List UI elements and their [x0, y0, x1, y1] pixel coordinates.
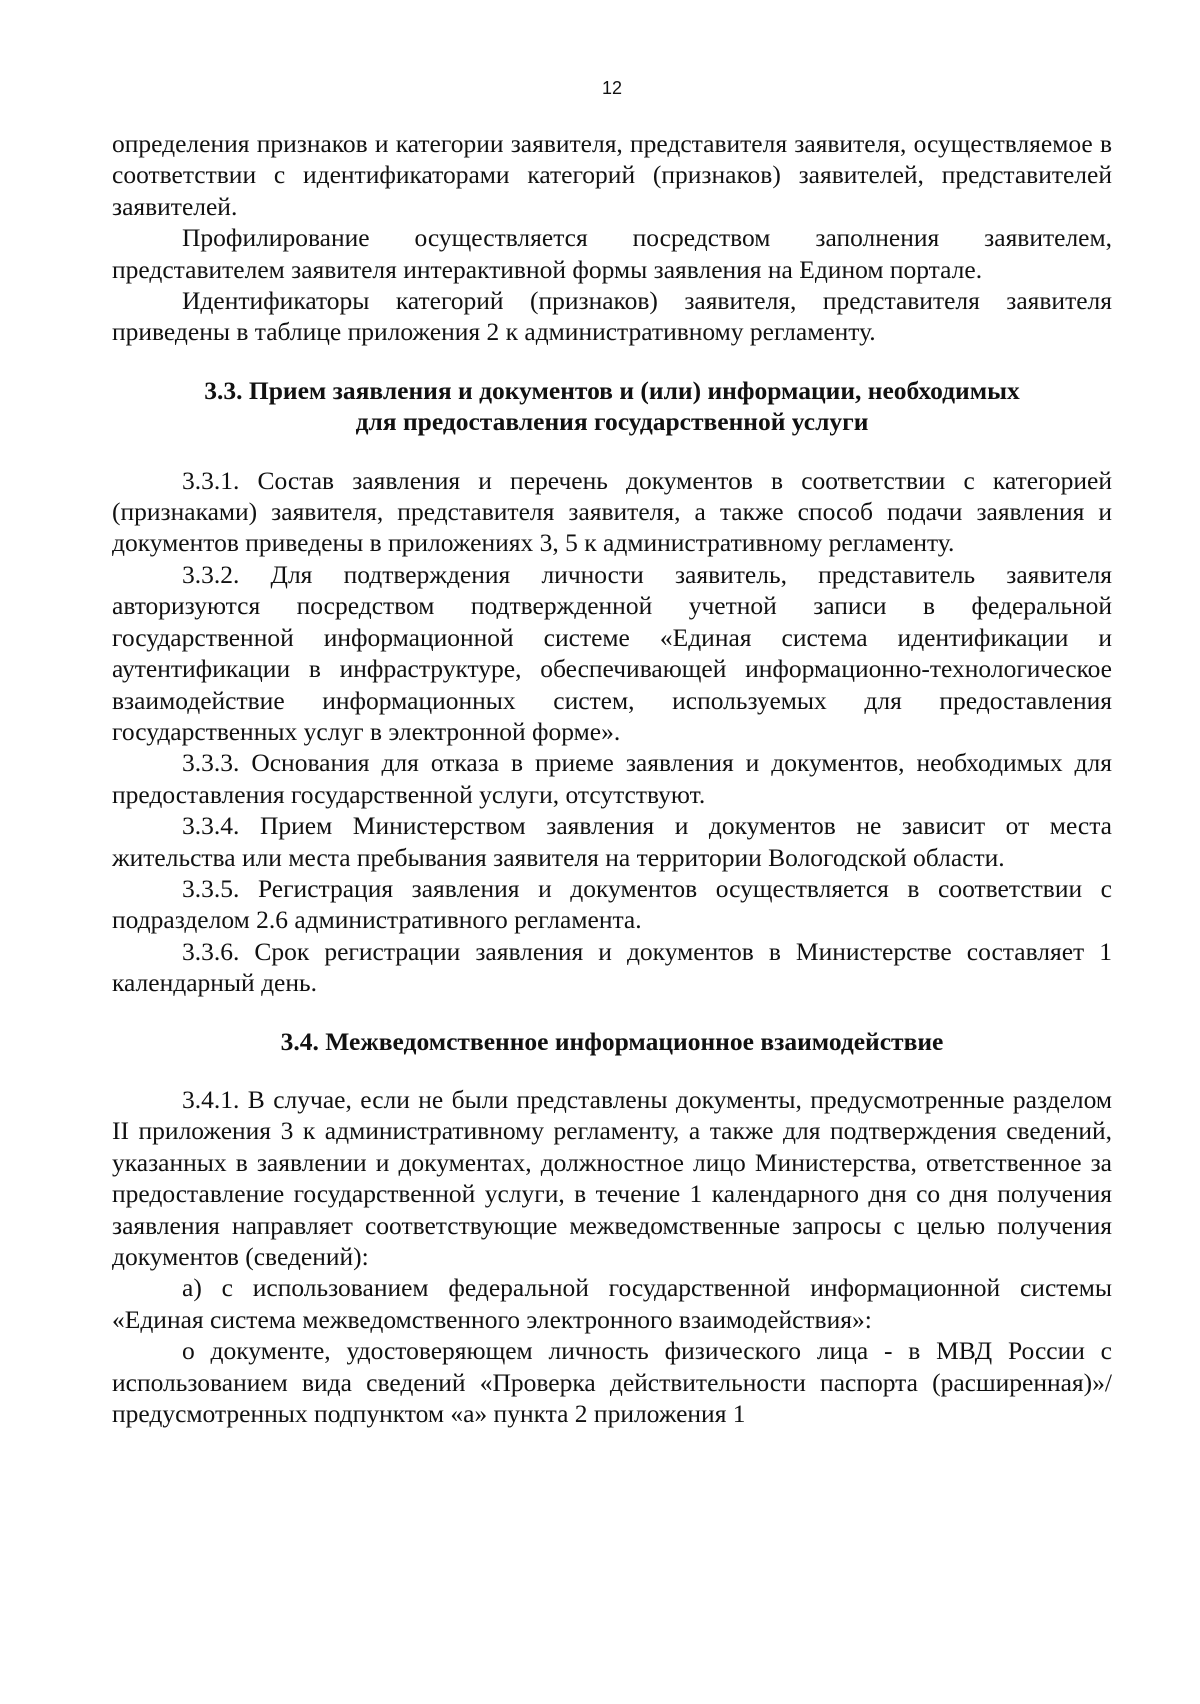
paragraph-3-3-4: 3.3.4. Прием Министерством заявления и документов не зависит от места жительства или места пребывания заявителя на территории Вологодской области.: [112, 811, 1112, 872]
paragraph-3-3-1: 3.3.1. Состав заявления и перечень документов в соответствии с категорией (признаками) заявителя, представителя заявителя, а также способ подачи заявления и документов приведены в приложениях 3, 5 к административному регламенту.: [112, 465, 1112, 558]
paragraph-item-a: а) с использованием федеральной государственной информационной системы «Единая система межведомственного электронного взаимодействия»:: [112, 1273, 1112, 1334]
page-number: 12: [601, 78, 623, 98]
paragraph-profiling: Профилирование осуществляется посредством заполнения заявителем, представителем заявителя интерактивной формы заявления на Едином портале.: [112, 223, 1112, 284]
document-body: [112, 128, 1112, 1429]
section-heading-3-3-line2: для предоставления государственной услуги: [355, 407, 869, 437]
paragraph-identifiers: Идентификаторы категорий (признаков) заявителя, представителя заявителя приведены в таблице приложения 2 к административному регламенту.: [112, 286, 1112, 347]
paragraph-3-3-6: 3.3.6. Срок регистрации заявления и документов в Министерстве составляет 1 календарный день.: [112, 936, 1112, 998]
paragraph-3-3-5: 3.3.5. Регистрация заявления и документов осуществляется в соответствии с подразделом 2.6 административного регламента.: [112, 873, 1112, 935]
paragraph-3-3-2: 3.3.2. Для подтверждения личности заявитель, представитель заявителя авторизуются посредством подтвержденной учетной записи в федеральной государственной информационной системе «Единая система идентификации и аутентификации в инфраструктуре, обеспечивающей информационно-технологическое взаимодействие информационных систем, используемых для предоставления государственных услуг в электронной форме».: [112, 559, 1112, 746]
paragraph-continuation: определения признаков и категории заявителя, представителя заявителя, осуществляемое в соответствии с идентификаторами категорий (признаков) заявителей, представителей заявителей.: [112, 129, 1112, 221]
section-heading-3-3: [112, 375, 1112, 438]
section-heading-3-4: 3.4. Межведомственное информационное взаимодействие: [280, 1026, 944, 1056]
section-heading-3-3-line1: 3.3. Прием заявления и документов и (или) информации, необходимых: [204, 375, 1020, 405]
paragraph-3-4-1: 3.4.1. В случае, если не были представлены документы, предусмотренные разделом II приложения 3 к административному регламенту, а также для подтверждения сведений, указанных в заявлении и документах, должностное лицо Министерства, ответственное за предоставление государственной услуги, в течение 1 календарного дня со дня получения заявления направляет соответствующие межведомственные запросы с целью получения документов (сведений):: [112, 1084, 1112, 1271]
paragraph-3-3-3: 3.3.3. Основания для отказа в приеме заявления и документов, необходимых для предоставления государственной услуги, отсутствуют.: [112, 748, 1112, 809]
paragraph-identity-document: о документе, удостоверяющем личность физического лица - в МВД России с использованием вида сведений «Проверка действительности паспорта (расширенная)»/предусмотренных подпунктом «а» пункта 2 приложения 1: [112, 1336, 1112, 1429]
